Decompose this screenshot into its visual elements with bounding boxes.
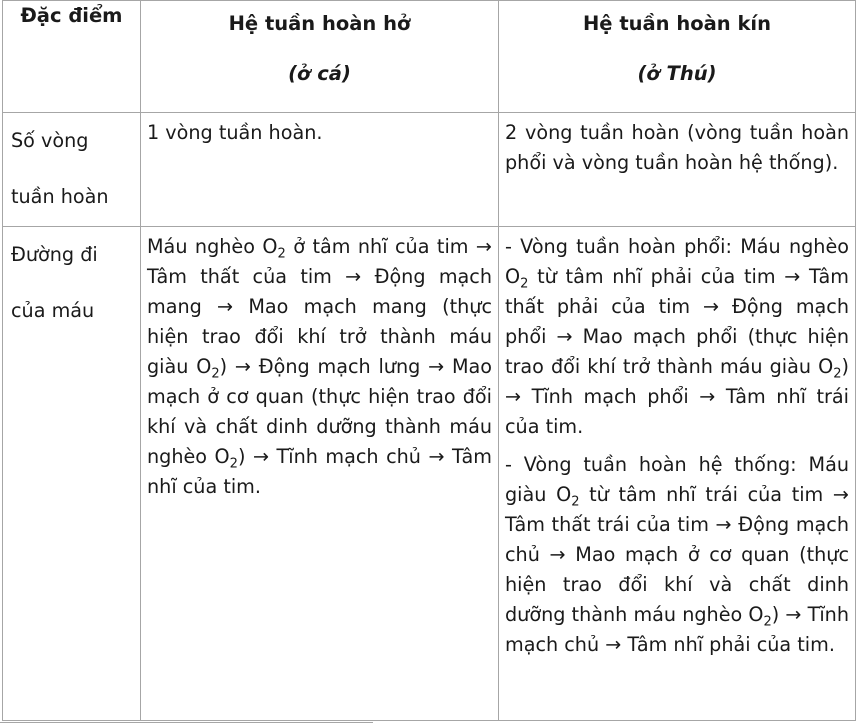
- text-segment: ) → Tĩnh mạch chủ → Tâm nhĩ phải của tim.: [505, 603, 849, 656]
- closed-cell: [499, 113, 856, 227]
- subscript: 2: [571, 494, 580, 510]
- text-segment: ) → Tĩnh mạch phổi → Tâm nhĩ trái của tim.: [505, 355, 849, 438]
- closed-blood-path: [499, 227, 855, 660]
- open-circuit-count: 1 vòng tuần hoàn.: [147, 121, 323, 144]
- header-feature-label: Đặc điểm: [20, 4, 123, 27]
- closed-cell: [499, 227, 856, 721]
- subscript: 2: [520, 276, 529, 292]
- row-label: Đường đi của máu: [11, 243, 98, 322]
- subscript: 2: [277, 246, 286, 262]
- table-row: [3, 113, 856, 227]
- row-label-cell: [3, 113, 141, 227]
- header-closed-circulation: [499, 1, 856, 113]
- header-open-circulation: [141, 1, 499, 113]
- subscript: 2: [833, 366, 842, 382]
- open-blood-path: [141, 227, 498, 502]
- table-header-row: [3, 1, 856, 113]
- row-label-cell: [3, 227, 141, 721]
- open-cell: [141, 227, 499, 721]
- header-feature: [3, 1, 141, 113]
- text-segment: - Vòng tuần hoàn phổi: Máu nghèo O: [505, 235, 849, 288]
- systemic-circuit-paragraph: [505, 450, 849, 660]
- text-segment: ) → Động mạch lưng → Mao mạch ở cơ quan (thực hiện trao đổi khí và chất dinh dưỡng thành máu nghèo O: [147, 355, 492, 468]
- text-segment: ) → Tĩnh mạch chủ → Tâm nhĩ của tim.: [147, 445, 492, 498]
- bottom-divider: [0, 722, 373, 723]
- text-segment: ở tâm nhĩ của tim → Tâm thất của tim → Động mạch mang → Mao mạch mang (thực hiện trao đổi khí trở thành máu giàu O: [147, 235, 492, 378]
- header-open-subtitle: (ở cá): [288, 62, 351, 85]
- subscript: 2: [229, 456, 238, 472]
- header-closed-title: Hệ tuần hoàn kín: [582, 12, 771, 35]
- text-segment: Máu nghèo O: [147, 235, 278, 258]
- subscript: 2: [763, 614, 772, 630]
- text-segment: từ tâm nhĩ phải của tim → Tâm thất phải của tim → Động mạch phổi → Mao mạch phổi (thực hiện trao đổi khí trở thành máu giàu O: [505, 265, 849, 378]
- row-label: Số vòng tuần hoàn: [11, 129, 109, 208]
- header-closed-subtitle: (ở Thú): [637, 62, 717, 85]
- table-row: [3, 227, 856, 721]
- open-cell: [141, 113, 499, 227]
- text-segment: - Vòng tuần hoàn hệ thống: Máu giàu O: [505, 453, 849, 506]
- closed-circuit-count: 2 vòng tuần hoàn (vòng tuần hoàn phổi và vòng tuần hoàn hệ thống).: [505, 121, 849, 174]
- subscript: 2: [211, 366, 220, 382]
- pulmonary-circuit-paragraph: [505, 232, 849, 442]
- header-open-title: Hệ tuần hoàn hở: [228, 12, 411, 35]
- text-segment: từ tâm nhĩ trái của tim → Tâm thất trái của tim → Động mạch chủ → Mao mạch ở cơ quan (thực hiện trao đổi khí và chất dinh dưỡng thành máu nghèo O: [505, 483, 849, 626]
- comparison-table: [2, 0, 856, 721]
